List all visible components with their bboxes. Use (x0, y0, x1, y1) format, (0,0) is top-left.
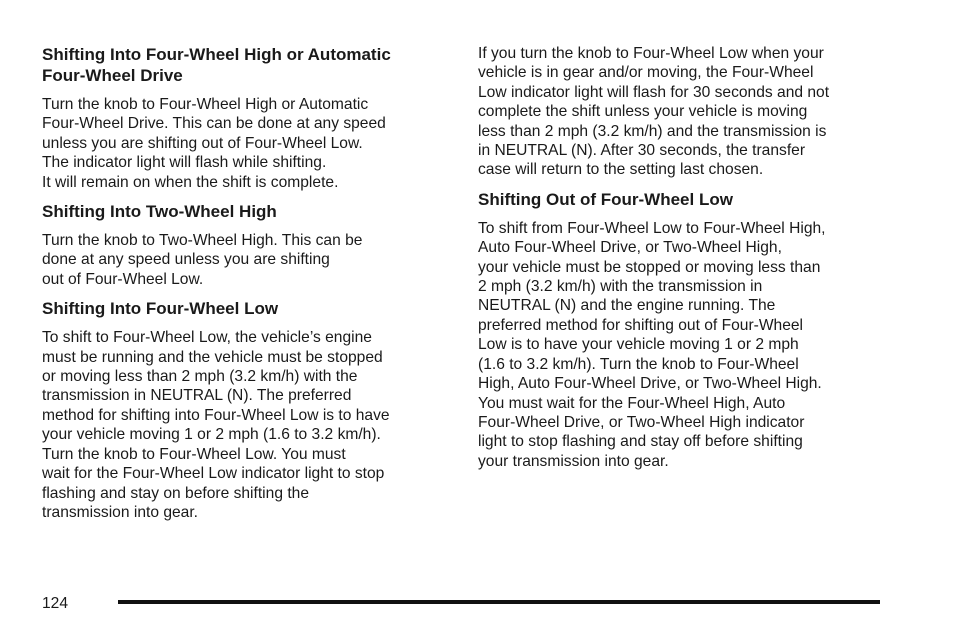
right-column (478, 44, 888, 480)
section-heading-two-wheel-high: Shifting Into Two-Wheel High (42, 202, 277, 222)
section-body-four-wheel-high: Turn the knob to Four-Wheel High or Automatic Four-Wheel Drive. This can be done at any speed unless you are shifting out of Four-Wheel Low. The indicator light will flash while shifting. It will remain on when the shift is complete. (42, 96, 386, 191)
section-heading-four-wheel-low: Shifting Into Four-Wheel Low (42, 299, 279, 319)
four-wheel-low-warning-paragraph: If you turn the knob to Four-Wheel Low when your vehicle is in gear and/or moving, the Four-Wheel Low indicator light will flash for 30 seconds and not complete the shift unless your vehicle is moving less than 2 mph (3.2 km/h) and the transmission is in NEUTRAL (N). After 30 seconds, the transfer case will return to the setting last chosen. (478, 45, 830, 179)
section-heading-four-wheel-high: Shifting Into Four-Wheel High or Automatic Four-Wheel Drive (42, 45, 391, 85)
section-body-out-of-four-wheel-low: To shift from Four-Wheel Low to Four-Wheel High, Auto Four-Wheel Drive, or Two-Wheel High, your vehicle must be stopped or moving less than 2 mph (3.2 km/h) with the transmission in NEUTRAL (N) and the engine running. The preferred method for shifting out of Four-Wheel Low is to have your vehicle moving 1 or 2 mph (1.6 to 3.2 km/h). Turn the knob to Four-Wheel High, Auto Four-Wheel Drive, or Two-Wheel High. You must wait for the Four-Wheel High, Auto Four-Wheel Drive, or Two-Wheel High indicator light to stop flashing and stay off before shifting your transmission into gear. (478, 219, 826, 470)
section-body-four-wheel-low: To shift to Four-Wheel Low, the vehicle’s engine must be running and the vehicle must be stopped or moving less than 2 mph (3.2 km/h) with the transmission in NEUTRAL (N). The preferred method for shifting into Four-Wheel Low is to have your vehicle moving 1 or 2 mph (1.6 to 3.2 km/h). Turn the knob to Four-Wheel Low. You must wait for the Four-Wheel Low indicator light to stop flashing and stay on before shifting the transmission into gear. (42, 329, 390, 521)
left-column (42, 44, 452, 531)
section-heading-out-of-four-wheel-low: Shifting Out of Four-Wheel Low (478, 189, 733, 209)
page-number: 124 (42, 595, 69, 612)
footer-rule (118, 600, 880, 604)
section-body-two-wheel-high: Turn the knob to Two-Wheel High. This can be done at any speed unless you are shifting out of Four-Wheel Low. (42, 232, 363, 288)
